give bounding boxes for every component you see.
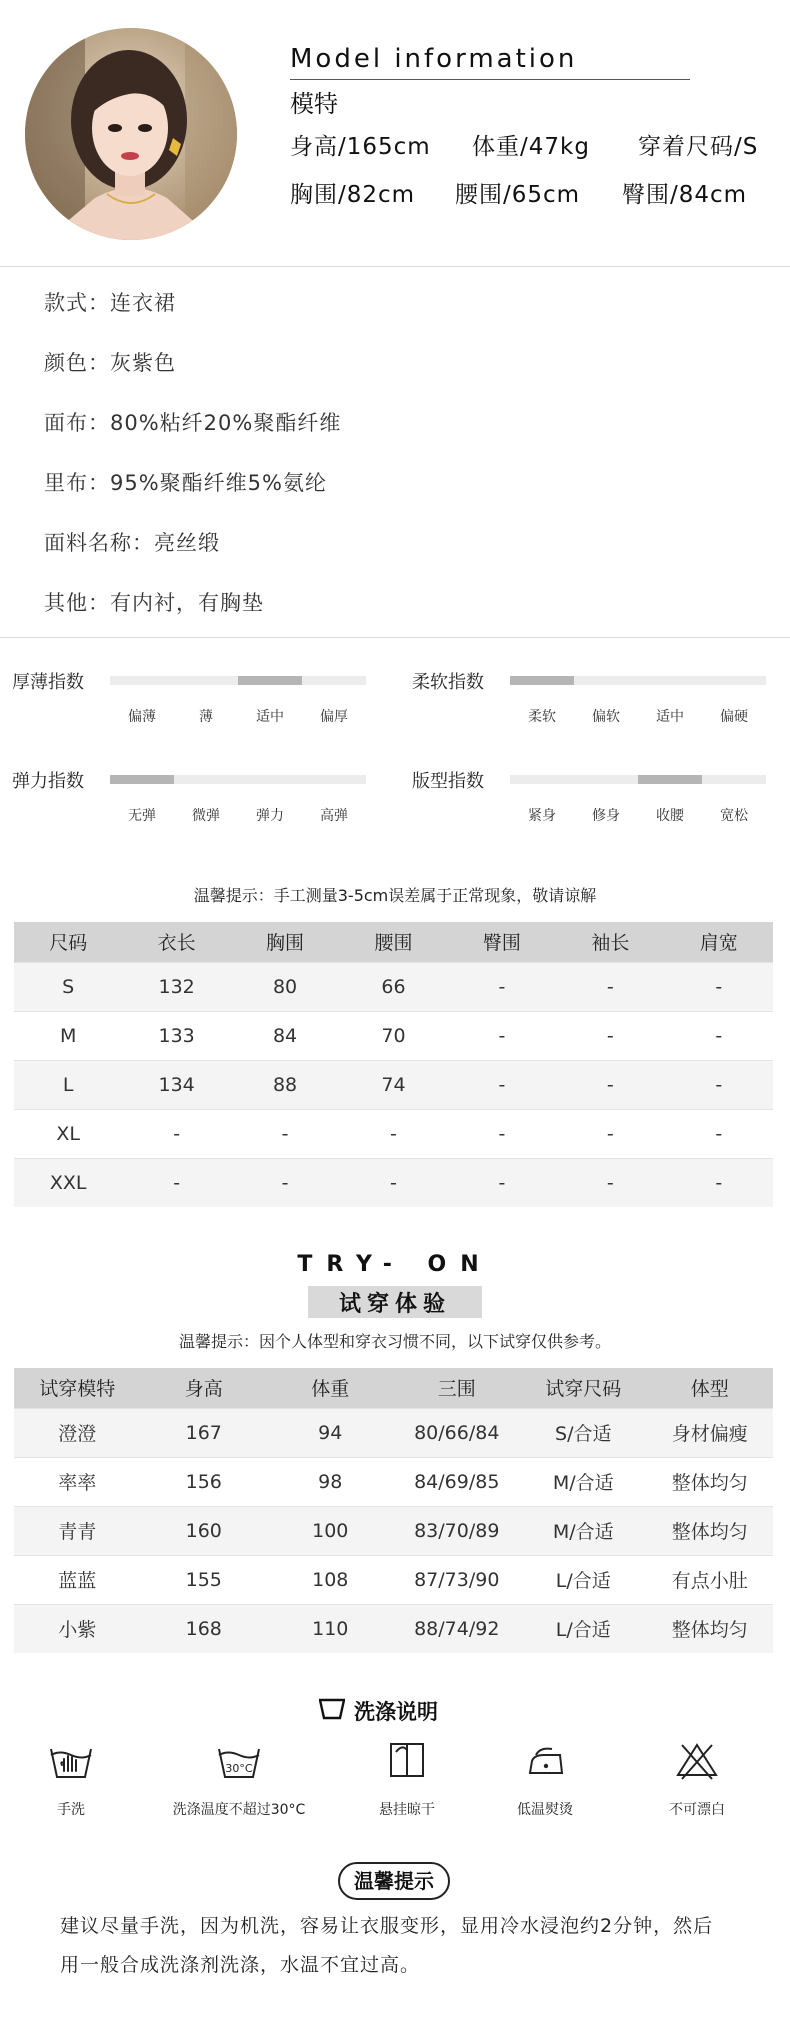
table-cell: 88/74/92 xyxy=(394,1604,521,1653)
table-cell: 整体均匀 xyxy=(647,1604,774,1653)
table-cell: 134 xyxy=(122,1060,230,1109)
model-bust: 胸围/82cm xyxy=(290,182,416,208)
index-label: 弹力指数 xyxy=(12,771,84,792)
index-fill xyxy=(238,676,302,685)
table-cell: 84/69/85 xyxy=(394,1457,521,1506)
index-label: 柔软指数 xyxy=(412,672,484,693)
table-cell: XL xyxy=(14,1109,122,1158)
index-tick-label: 适中 xyxy=(656,709,684,725)
size-table-header: 袖长 xyxy=(556,922,664,962)
wash-label: 悬挂晾干 xyxy=(379,1802,435,1818)
wash-label: 手洗 xyxy=(57,1802,85,1818)
index-fill xyxy=(510,676,574,685)
table-cell: M xyxy=(14,1011,122,1060)
table-row xyxy=(14,1109,773,1158)
table-cell: 87/73/90 xyxy=(394,1555,521,1604)
index-tick-label: 紧身 xyxy=(528,808,556,824)
table-cell: 74 xyxy=(339,1060,447,1109)
table-cell: - xyxy=(665,962,773,1011)
wash-label: 洗涤温度不超过30°C xyxy=(172,1802,306,1818)
table-cell: - xyxy=(556,1011,664,1060)
index-tick-label: 收腰 xyxy=(656,808,684,824)
wash-label: 低温熨烫 xyxy=(517,1802,573,1818)
attr-fabric-name: 面料名称：亮丝缎 xyxy=(44,531,220,555)
index-label: 厚薄指数 xyxy=(12,672,84,693)
table-row xyxy=(14,1457,773,1506)
table-cell: - xyxy=(448,1011,556,1060)
low-iron-icon xyxy=(522,1741,568,1781)
wash-basin-icon xyxy=(318,1696,346,1722)
model-info-title: Model information xyxy=(290,44,578,74)
index-tick-label: 偏软 xyxy=(592,709,620,725)
table-cell: XXL xyxy=(14,1158,122,1207)
wash-item-temp xyxy=(164,1741,314,1819)
tryon-table-header: 体重 xyxy=(267,1368,394,1408)
model-wear-size: 穿着尺码/S xyxy=(638,134,759,160)
table-cell: 80/66/84 xyxy=(394,1408,521,1457)
table-cell: 83/70/89 xyxy=(394,1506,521,1555)
table-row xyxy=(14,1408,773,1457)
index-track xyxy=(510,775,766,824)
table-cell: 110 xyxy=(267,1604,394,1653)
model-avatar xyxy=(25,28,237,240)
table-cell: - xyxy=(231,1109,339,1158)
table-cell: 168 xyxy=(141,1604,268,1653)
table-cell: 167 xyxy=(141,1408,268,1457)
table-cell: 70 xyxy=(339,1011,447,1060)
tryon-table xyxy=(14,1368,773,1653)
wash-label: 不可漂白 xyxy=(669,1802,725,1818)
index-track xyxy=(110,775,366,824)
table-cell: - xyxy=(556,1158,664,1207)
tryon-note: 温馨提示：因个人体型和穿衣习惯不同，以下试穿仅供参考。 xyxy=(178,1332,611,1351)
table-row xyxy=(14,1506,773,1555)
index-fill xyxy=(638,775,702,784)
model-hip: 臀围/84cm xyxy=(622,182,748,208)
table-cell: - xyxy=(448,1060,556,1109)
table-cell: 澄澄 xyxy=(14,1408,141,1457)
table-cell: 133 xyxy=(122,1011,230,1060)
table-cell: 84 xyxy=(231,1011,339,1060)
table-cell: - xyxy=(448,1158,556,1207)
index-track xyxy=(110,676,366,725)
model-height: 身高/165cm xyxy=(290,134,431,160)
table-cell: 率率 xyxy=(14,1457,141,1506)
tryon-title-en: TRY- ON xyxy=(297,1252,493,1277)
table-row xyxy=(14,1158,773,1207)
table-cell: - xyxy=(665,1158,773,1207)
size-note: 温馨提示：手工测量3-5cm误差属于正常现象，敬请谅解 xyxy=(193,886,597,905)
table-cell: - xyxy=(556,962,664,1011)
model-waist: 腰围/65cm xyxy=(455,182,581,208)
table-cell: 66 xyxy=(339,962,447,1011)
table-row xyxy=(14,1011,773,1060)
wash-title: 洗涤说明 xyxy=(354,1700,438,1724)
wash-item-hand xyxy=(0,1741,146,1819)
table-cell: - xyxy=(556,1060,664,1109)
size-table-header: 胸围 xyxy=(231,922,339,962)
wash-temp-text: 30°C xyxy=(225,1762,253,1775)
no-bleach-icon xyxy=(674,1741,720,1781)
table-cell: 整体均匀 xyxy=(647,1506,774,1555)
table-cell: 156 xyxy=(141,1457,268,1506)
table-cell: - xyxy=(665,1060,773,1109)
tip-badge: 温馨提示 xyxy=(338,1862,450,1900)
index-tick-label: 微弹 xyxy=(192,808,220,824)
table-row xyxy=(14,1060,773,1109)
tryon-table-header: 试穿尺码 xyxy=(520,1368,647,1408)
index-tick-label: 无弹 xyxy=(128,808,156,824)
table-cell: 108 xyxy=(267,1555,394,1604)
tip-text-line2: 用一般合成洗涤剂洗涤，水温不宜过高。 xyxy=(60,1954,421,1976)
hang-dry-icon xyxy=(384,1741,430,1781)
model-photo xyxy=(25,28,237,240)
table-cell: S xyxy=(14,962,122,1011)
table-cell: - xyxy=(448,962,556,1011)
model-weight: 体重/47kg xyxy=(472,134,590,160)
tip-text-line1: 建议尽量手洗，因为机洗，容易让衣服变形，显用冷水浸泡约2分钟，然后 xyxy=(60,1915,714,1937)
index-tick-label: 柔软 xyxy=(528,709,556,725)
index-tick-label: 适中 xyxy=(256,709,284,725)
table-cell: 小紫 xyxy=(14,1604,141,1653)
table-cell: 身材偏瘦 xyxy=(647,1408,774,1457)
index-tick-label: 偏厚 xyxy=(320,709,348,725)
size-table-header: 尺码 xyxy=(14,922,122,962)
wash-item-bleach xyxy=(622,1741,772,1819)
tryon-table-header: 体型 xyxy=(647,1368,774,1408)
table-cell: 整体均匀 xyxy=(647,1457,774,1506)
table-cell: - xyxy=(339,1158,447,1207)
table-cell: 160 xyxy=(141,1506,268,1555)
table-row xyxy=(14,1555,773,1604)
table-cell: - xyxy=(122,1158,230,1207)
hand-wash-icon xyxy=(48,1741,94,1781)
tryon-table-header: 三围 xyxy=(394,1368,521,1408)
table-cell: 100 xyxy=(267,1506,394,1555)
wash-item-iron xyxy=(470,1741,620,1819)
title-underline xyxy=(290,79,690,80)
table-cell: 132 xyxy=(122,962,230,1011)
table-cell: - xyxy=(339,1109,447,1158)
table-cell: 蓝蓝 xyxy=(14,1555,141,1604)
table-cell: L/合适 xyxy=(520,1555,647,1604)
table-cell: - xyxy=(122,1109,230,1158)
index-tick-label: 薄 xyxy=(199,709,213,725)
index-tick-label: 偏薄 xyxy=(128,709,156,725)
table-cell: M/合适 xyxy=(520,1457,647,1506)
attr-lining: 里布：95%聚酯纤维5%氨纶 xyxy=(44,471,327,495)
attr-color: 颜色：灰紫色 xyxy=(44,351,176,375)
size-table-header: 臀围 xyxy=(448,922,556,962)
wash-30-icon xyxy=(216,1741,262,1781)
attr-style: 款式：连衣裙 xyxy=(44,291,176,315)
table-cell: 94 xyxy=(267,1408,394,1457)
divider xyxy=(0,637,790,638)
table-cell: - xyxy=(231,1158,339,1207)
index-tick-label: 弹力 xyxy=(256,808,284,824)
index-fill xyxy=(110,775,174,784)
index-label: 版型指数 xyxy=(412,771,484,792)
table-row xyxy=(14,962,773,1011)
tryon-table-header: 身高 xyxy=(141,1368,268,1408)
model-title-cn: 模特 xyxy=(290,90,338,118)
table-cell: 155 xyxy=(141,1555,268,1604)
table-cell: - xyxy=(665,1011,773,1060)
divider xyxy=(0,266,790,267)
table-cell: 有点小肚 xyxy=(647,1555,774,1604)
wash-item-hang xyxy=(332,1741,482,1819)
table-cell: 88 xyxy=(231,1060,339,1109)
index-tick-label: 偏硬 xyxy=(720,709,748,725)
index-tick-label: 宽松 xyxy=(720,808,748,824)
index-tick-label: 高弹 xyxy=(320,808,348,824)
table-cell: 80 xyxy=(231,962,339,1011)
table-cell: 青青 xyxy=(14,1506,141,1555)
table-row xyxy=(14,1604,773,1653)
size-table xyxy=(14,922,773,1207)
table-cell: - xyxy=(665,1109,773,1158)
size-table-header: 衣长 xyxy=(122,922,230,962)
attr-other: 其他：有内衬，有胸垫 xyxy=(44,591,264,615)
table-cell: L/合适 xyxy=(520,1604,647,1653)
size-table-header: 腰围 xyxy=(339,922,447,962)
attr-outer-fabric: 面布：80%粘纤20%聚酯纤维 xyxy=(44,411,342,435)
table-cell: S/合适 xyxy=(520,1408,647,1457)
size-table-header: 肩宽 xyxy=(665,922,773,962)
tryon-title-cn: 试穿体验 xyxy=(338,1292,451,1317)
table-cell: M/合适 xyxy=(520,1506,647,1555)
table-cell: - xyxy=(556,1109,664,1158)
table-cell: 98 xyxy=(267,1457,394,1506)
index-tick-label: 修身 xyxy=(592,808,620,824)
index-track xyxy=(510,676,766,725)
table-cell: L xyxy=(14,1060,122,1109)
table-cell: - xyxy=(448,1109,556,1158)
tryon-table-header: 试穿模特 xyxy=(14,1368,141,1408)
